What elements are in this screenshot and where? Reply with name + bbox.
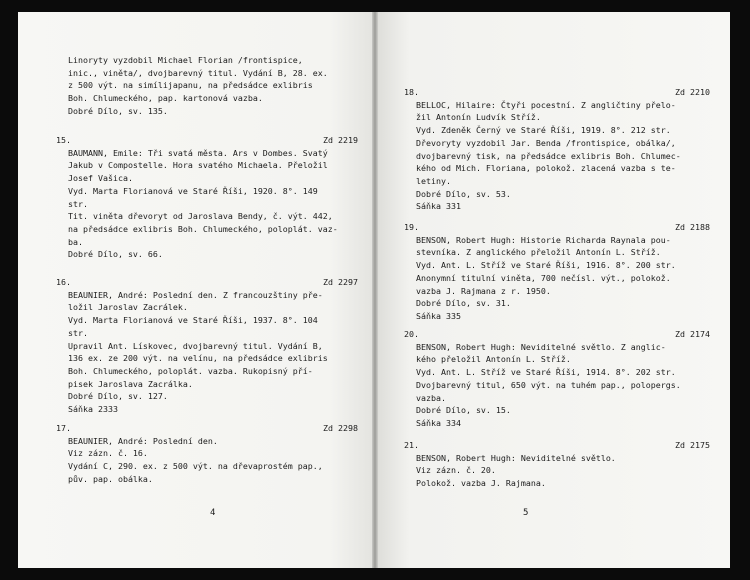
entry-text-line: BEAUNIER, André: Poslední den.	[68, 435, 218, 446]
entry-text-line: Linoryty vyzdobil Michael Florian /frontispice,	[68, 55, 303, 65]
entry-text-line: Vyd. Marta Florianová ve Staré Říši, 1920. 8°. 149	[68, 185, 318, 196]
entry-header	[58, 422, 358, 435]
entry-text-line: Anonymní titulní viněta, 700 nečísl. výt., polokož.	[416, 272, 671, 283]
catalog-entry	[58, 422, 358, 486]
entry-shelf-code: Zd 2297	[323, 277, 358, 287]
entry-text-line: Dobré Dílo, sv. 135.	[68, 105, 168, 116]
entry-number: 19.	[404, 222, 419, 232]
entry-text-line: Dobré Dílo, sv. 31.	[416, 298, 511, 309]
entry-text-line: Jakub v Compostelle. Hora svatého Michaela. Přeložil	[68, 160, 328, 171]
entry-text-line: Vyd. Zdeněk Černý ve Staré Říši, 1919. 8°. 212 str.	[416, 125, 671, 136]
entry-text-line: BENSON, Robert Hugh: Neviditelné světlo.	[416, 452, 616, 463]
catalog-entry	[406, 439, 710, 490]
left-page-number: 4	[210, 508, 216, 518]
entry-text-line: Dobré Dílo, sv. 66.	[68, 249, 163, 260]
entry-text-line: Josef Vašica.	[68, 173, 133, 184]
right-page-number: 5	[523, 508, 529, 518]
entry-header	[58, 276, 358, 289]
entry-text-line: Tit. viněta dřevoryt od Jaroslava Bendy, č. výt. 442,	[68, 211, 333, 222]
entry-text-line: z 500 výt. na simílijapanu, na předsádce exlibris	[68, 80, 313, 91]
entry-text-line: kého přeložil Antonín L. Stříž.	[416, 354, 571, 365]
entry-text-line: Vyd. Ant. L. Stříž ve Staré Říši, 1914. 8°. 202 str.	[416, 367, 676, 378]
entry-text-line: BENSON, Robert Hugh: Neviditelné světlo. Z anglic-	[416, 341, 666, 352]
entry-text-line: BEAUNIER, André: Poslední den. Z francouzštiny pře-	[68, 289, 323, 300]
entry-text-line: Viz zázn. č. 20.	[416, 465, 496, 476]
entry-text-line: Vyd. Marta Florianová ve Staré Říši, 1937. 8°. 104	[68, 315, 318, 326]
entry-text-line: žil Antonín Ludvík Stříž.	[416, 112, 541, 123]
entry-shelf-code: Zd 2298	[323, 423, 358, 433]
entry-text-line: Sáňka 334	[416, 417, 461, 428]
entry-text-line: 136 ex. ze 200 výt. na velínu, na předsádce exlibris	[68, 353, 328, 364]
entry-text-line: vazba.	[416, 392, 446, 403]
entry-text-line: dvojbarevný tisk, na předsádce exlibris Boh. Chlumec-	[416, 150, 681, 161]
entry-text-line: Vydání C, 290. ex. z 500 výt. na dřevaprostém pap.,	[68, 461, 323, 472]
entry-text-line: Vyd. Ant. L. Stříž ve Staré Říši, 1916. 8°. 200 str.	[416, 260, 676, 271]
entry-text-line: str.	[68, 327, 88, 338]
entry-text-line: pův. pap. obálka.	[68, 473, 153, 484]
entry-text-line: stevníka. Z anglického přeložil Antonín L. Stříž.	[416, 247, 661, 258]
catalog-entry	[406, 221, 710, 323]
entry-text-line: kého od Mich. Floriana, polokož. zlacená vazba s te-	[416, 163, 676, 174]
entry-number: 21.	[404, 440, 419, 450]
entry-number: 16.	[56, 277, 71, 287]
entry-header	[406, 86, 710, 99]
entry-header	[406, 221, 710, 234]
entry-text-line: ba.	[68, 236, 83, 247]
left-page	[18, 12, 372, 568]
entry-text-line: Sáňka 335	[416, 310, 461, 321]
entry-text-line: BELLOC, Hilaire: Čtyři pocestní. Z angličtiny přelo-	[416, 99, 676, 110]
entry-text-line: Sáňka 2333	[68, 404, 118, 415]
entry-text-line: BAUMANN, Emile: Tři svatá města. Ars v Dombes. Svatý	[68, 147, 328, 158]
entry-header	[58, 134, 358, 147]
right-entries	[378, 12, 730, 568]
entry-number: 18.	[404, 87, 419, 97]
entry-text-line: ložil Jaroslav Zacrálek.	[68, 302, 188, 313]
entry-text-line: BENSON, Robert Hugh: Historie Richarda Raynala pou-	[416, 234, 671, 245]
entry-text-line: Boh. Chlumeckého, pap. kartonová vazba.	[68, 93, 263, 104]
entry-text-line: pisek Jaroslava Zacrálka.	[68, 378, 193, 389]
entry-text-line: Viz zázn. č. 16.	[68, 448, 148, 459]
entry-header	[406, 439, 710, 452]
right-page	[378, 12, 730, 568]
entry-shelf-code: Zd 2188	[675, 222, 710, 232]
entry-shelf-code: Zd 2219	[323, 135, 358, 145]
catalog-entry	[58, 134, 358, 261]
entry-text-line: Dobré Dílo, sv. 15.	[416, 405, 511, 416]
entry-number: 17.	[56, 423, 71, 433]
entry-text-line: letiny.	[416, 175, 451, 186]
entry-header	[406, 328, 710, 341]
entry-text-line: Sáňka 331	[416, 201, 461, 212]
entry-shelf-code: Zd 2210	[675, 87, 710, 97]
entry-shelf-code: Zd 2174	[675, 329, 710, 339]
entry-text-line: Dobré Dílo, sv. 127.	[68, 391, 168, 402]
entry-text-line: Upravil Ant. Lískovec, dvojbarevný titul. Vydání B,	[68, 340, 323, 351]
catalog-entry	[406, 86, 710, 213]
entry-text-line: str.	[68, 198, 88, 209]
entry-text-line: Dvojbarevný titul, 650 výt. na tuhém pap., polopergs.	[416, 379, 681, 390]
catalog-entry	[58, 54, 358, 118]
entry-number: 15.	[56, 135, 71, 145]
entry-text-line: Dřevoryty vyzdobil Jar. Benda /frontispice, obálka/,	[416, 137, 676, 148]
entry-shelf-code: Zd 2175	[675, 440, 710, 450]
entry-text-line: na předsádce exlibris Boh. Chlumeckého, poloplát. vaz-	[68, 223, 338, 234]
catalog-entry	[58, 276, 358, 416]
entry-text-line: Boh. Chlumeckého, poloplát. vazba. Rukopisný pří-	[68, 365, 313, 376]
entry-text-line: vazba J. Rajmana z r. 1950.	[416, 285, 551, 296]
catalog-entry	[406, 328, 710, 430]
entry-text-line: Polokož. vazba J. Rajmana.	[416, 478, 546, 489]
entry-text-line: Dobré Dílo, sv. 53.	[416, 188, 511, 199]
entry-text-line: inic., viněta/, dvojbarevný titul. Vydání B, 28. ex.	[68, 67, 328, 78]
left-entries	[18, 12, 372, 568]
entry-number: 20.	[404, 329, 419, 339]
